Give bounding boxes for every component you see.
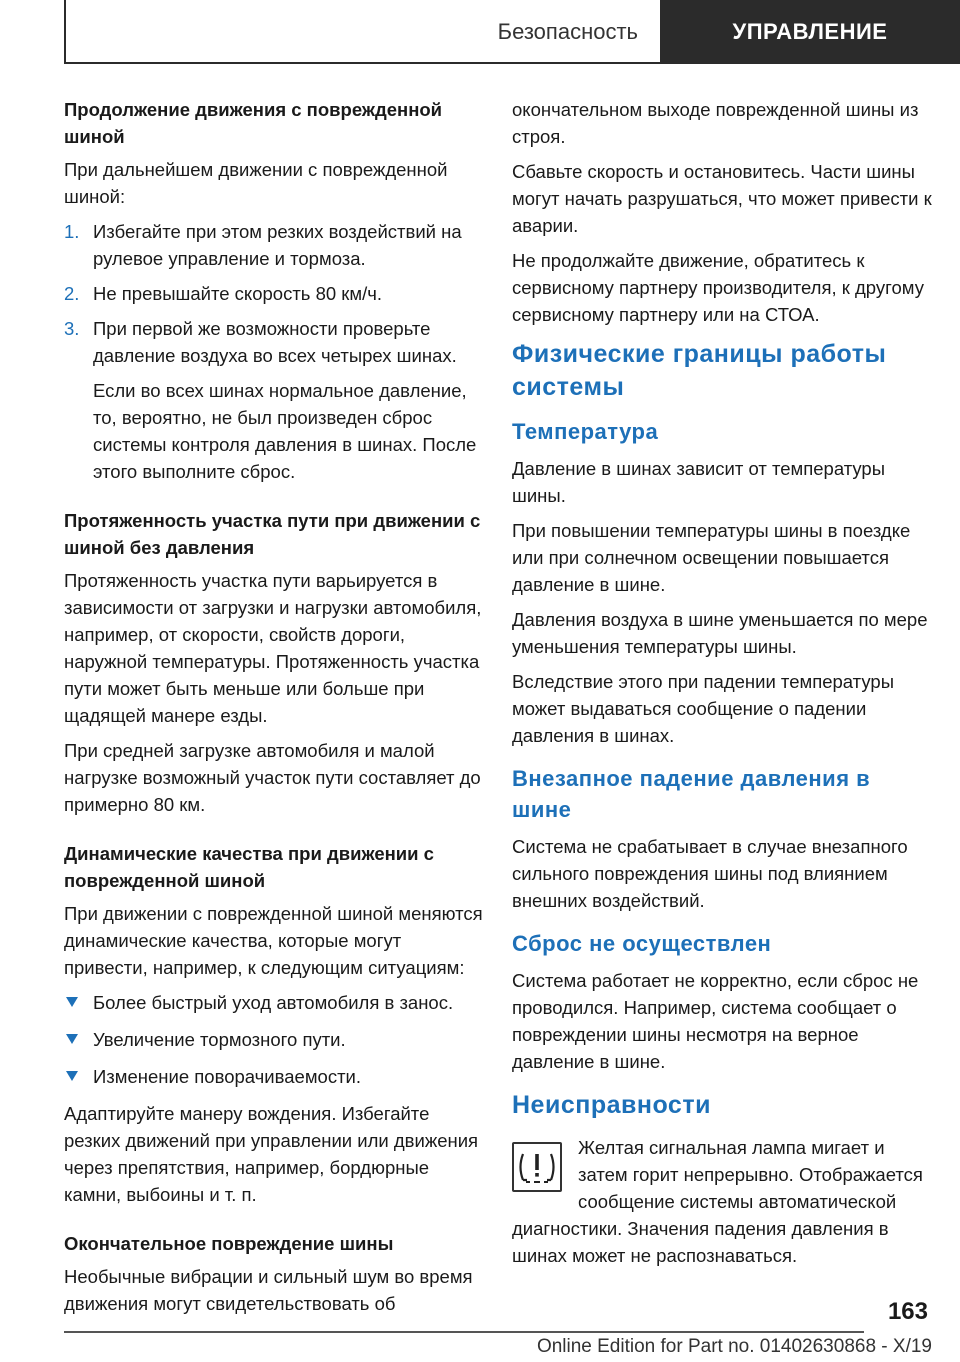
list-item-text: Изменение поворачиваемости. xyxy=(93,1066,362,1087)
paragraph: Сбавьте скорость и остановитесь. Части шины могут начать разрушаться, что может привести к аварии. xyxy=(512,161,932,236)
paragraph: При движении с поврежденной шиной меняются динамические качества, которые могут привести, например, к следующим ситуациям: xyxy=(64,903,483,978)
step-number: 3. xyxy=(64,318,80,339)
paragraph: При дальнейшем движении с поврежденной шиной: xyxy=(64,159,448,207)
step-text: Избегайте при этом резких воздействий на рулевое управление и тормоза. xyxy=(93,221,462,269)
step-number: 1. xyxy=(64,221,80,242)
heading-system-limits: Физические границы работы системы xyxy=(512,340,887,401)
heading-distance: Протяженность участка пути при движении с шиной без давления xyxy=(64,510,481,558)
footer-rule xyxy=(64,1331,864,1333)
malfunction-block xyxy=(512,1134,932,1269)
paragraph: окончательном выходе поврежденной шины из строя. xyxy=(512,99,919,147)
paragraph: Протяженность участка пути варьируется в зависимости от загрузки и нагрузки автомобиля, например, от скорости, свойств дороги, наружной температуры. Протяженность участка пути может быть меньше или больше при щадящей манере езды. xyxy=(64,570,482,726)
paragraph: Система не срабатывает в случае внезапного сильного повреждения шины под влиянием внешних воздействий. xyxy=(512,836,908,911)
list-item-text: Увеличение тормозного пути. xyxy=(93,1029,346,1050)
paragraph: Давления воздуха в шине уменьшается по мере уменьшения температуры шины. xyxy=(512,609,928,657)
paragraph: Не продолжайте движение, обратитесь к сервисному партнеру производителя, к другому сервисному партнеру или на СТОА. xyxy=(512,250,924,325)
page-number: 163 xyxy=(887,1298,928,1325)
step-item xyxy=(64,218,484,272)
steps-list xyxy=(64,218,484,369)
paragraph: Желтая сигнальная лампа мигает и затем горит непрерывно. Отображается сообщение системы автоматической диагностики. Значения падения давления в шинах может не распознаваться. xyxy=(512,1137,923,1266)
header-chapter: УПРАВЛЕНИЕ xyxy=(660,0,960,64)
heading-malfunctions: Неисправности xyxy=(512,1091,711,1119)
step-number: 2. xyxy=(64,283,80,304)
heading-temperature: Температура xyxy=(512,419,659,444)
list-item xyxy=(64,989,484,1016)
triangle-bullet-icon xyxy=(66,1034,78,1044)
heading-sudden-drop: Внезапное падение давления в шине xyxy=(512,766,871,822)
list-item xyxy=(64,1063,484,1090)
step-item xyxy=(64,315,484,369)
paragraph: Давление в шинах зависит от температуры шины. xyxy=(512,458,886,506)
list-item-text: Более быстрый уход автомобиля в занос. xyxy=(93,992,454,1013)
triangle-bullet-icon xyxy=(66,997,78,1007)
step-text: Не превышайте скорость 80 км/ч. xyxy=(93,283,383,304)
heading-final-damage: Окончательное повреждение шины xyxy=(64,1233,394,1254)
footer-edition: Online Edition for Part no. 01402630868 - X/19 xyxy=(536,1336,932,1357)
paragraph: Вследствие этого при падении температуры может выдаваться сообщение о падении давления в шинах. xyxy=(512,671,894,746)
step-item xyxy=(64,280,484,307)
paragraph: Адаптируйте манеру вождения. Избегайте резких движений при управлении или движения через препятствия, например, бордюрные камни, выбоины и т. п. xyxy=(64,1103,479,1205)
step-note: Если во всех шинах нормальное давление, то, вероятно, не был произведен сброс системы контроля давления в шинах. После этого выполните сброс. xyxy=(93,380,477,482)
paragraph: Необычные вибрации и сильный шум во время движения могут свидетельствовать об xyxy=(64,1266,473,1314)
paragraph: При повышении температуры шины в поездке или при солнечном освещении повышается давление в шине. xyxy=(512,520,911,595)
heading-dynamics: Динамические качества при движении с поврежденной шиной xyxy=(64,843,434,891)
list-item xyxy=(64,1026,484,1053)
left-column xyxy=(64,96,484,1325)
tire-pressure-warning-icon xyxy=(512,1142,562,1192)
right-column xyxy=(512,96,932,1277)
paragraph: Система работает не корректно, если сброс не проводился. Например, система сообщает о повреждении шины несмотря на верное давление в шине. xyxy=(512,970,919,1072)
step-text: При первой же возможности проверьте давление воздуха во всех четырех шинах. xyxy=(93,318,457,366)
paragraph: При средней загрузке автомобиля и малой нагрузке возможный участок пути составляет до примерно 80 км. xyxy=(64,740,481,815)
heading-continue-driving: Продолжение движения с поврежденной шиной xyxy=(64,99,443,147)
bullet-list xyxy=(64,989,484,1090)
triangle-bullet-icon xyxy=(66,1071,78,1081)
heading-reset-not-done: Сброс не осуществлен xyxy=(512,931,772,956)
header-section: Безопасность xyxy=(497,19,638,44)
